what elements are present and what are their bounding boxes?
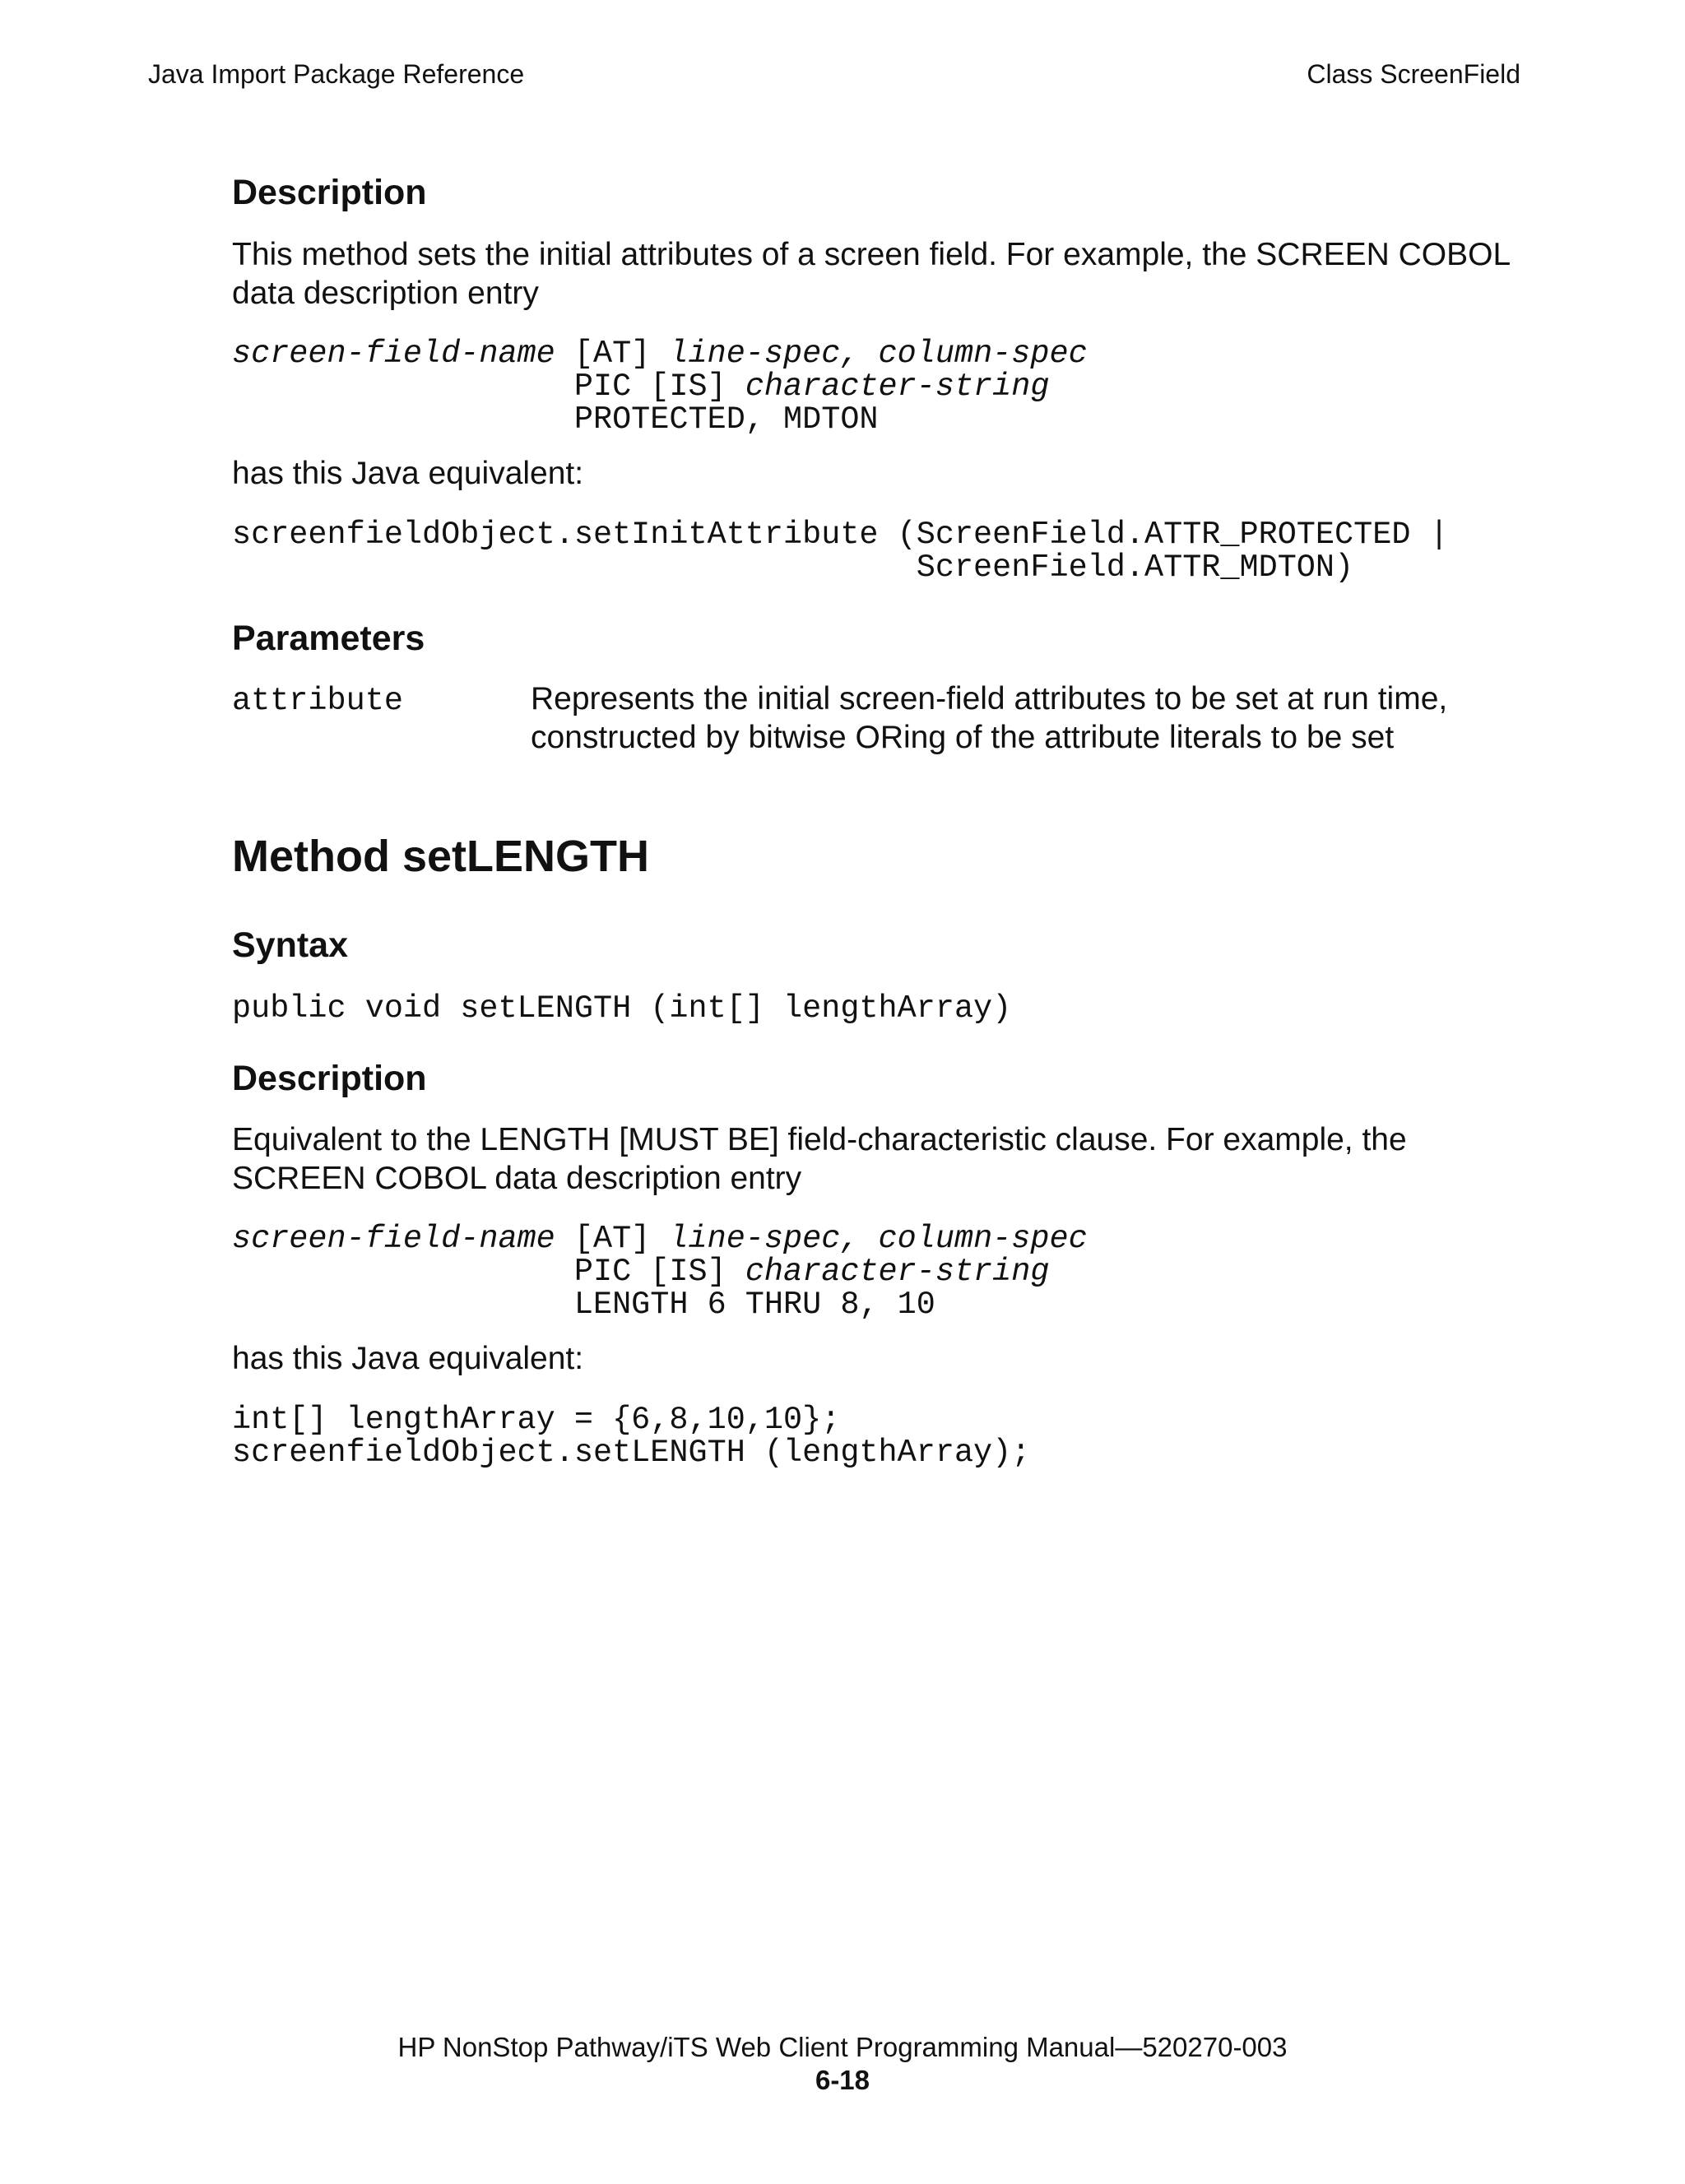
footer-manual-title: HP NonStop Pathway/iTS Web Client Programming Manual—520270-003 xyxy=(397,2032,1288,2062)
parameter-name: attribute xyxy=(232,683,403,719)
description-heading: Description xyxy=(232,173,427,212)
cobol-entry-code xyxy=(232,337,1088,436)
code-line-spec: line-spec xyxy=(669,336,841,372)
code-column-spec: column-spec xyxy=(878,336,1088,372)
java-code-line-4: screenfieldObject.setLENGTH (lengthArray); xyxy=(232,1435,1031,1471)
code-pic: PIC [IS] xyxy=(232,369,745,405)
description-heading-2: Description xyxy=(232,1059,427,1098)
method-title: Method setLENGTH xyxy=(232,832,649,881)
code-separator: , xyxy=(840,336,879,372)
java-equivalent-text: has this Java equivalent: xyxy=(232,456,584,491)
syntax-code: public void setLENGTH (int[] lengthArray) xyxy=(232,990,1012,1027)
java-equivalent-text-2: has this Java equivalent: xyxy=(232,1341,584,1376)
code-field-name: screen-field-name xyxy=(232,336,555,372)
code-character-string-2: character-string xyxy=(745,1254,1050,1290)
running-header-right: Class ScreenField xyxy=(1307,59,1520,89)
code-character-string: character-string xyxy=(745,369,1050,405)
parameter-description: Represents the initial screen-field attributes to be set at run time, constructed by bitwise ORing of the attribute literals to be set xyxy=(531,681,1448,755)
java-code-line-1: screenfieldObject.setInitAttribute (ScreenField.ATTR_PROTECTED | xyxy=(232,517,1449,553)
code-column-spec-2: column-spec xyxy=(878,1221,1088,1257)
code-pic-2: PIC [IS] xyxy=(232,1254,745,1290)
footer-page-number: 6-18 xyxy=(815,2065,870,2095)
code-at-2: [AT] xyxy=(555,1221,670,1257)
java-code-line-2: ScreenField.ATTR_MDTON) xyxy=(232,549,1354,586)
syntax-heading: Syntax xyxy=(232,925,349,965)
code-line-spec-2: line-spec xyxy=(669,1221,841,1257)
code-length-line: LENGTH 6 THRU 8, 10 xyxy=(232,1287,935,1323)
code-field-name-2: screen-field-name xyxy=(232,1221,555,1257)
code-separator-2: , xyxy=(840,1221,879,1257)
running-header-left: Java Import Package Reference xyxy=(148,59,525,89)
code-at: [AT] xyxy=(555,336,670,372)
description-text: This method sets the initial attributes of a screen field. For example, the SCREEN COBOL data description entry xyxy=(232,237,1510,311)
parameters-heading: Parameters xyxy=(232,619,425,658)
code-protected-line: PROTECTED, MDTON xyxy=(232,401,879,438)
java-code-line-3: int[] lengthArray = {6,8,10,10}; xyxy=(232,1402,841,1438)
java-code-block xyxy=(232,518,1449,584)
description-text-2: Equivalent to the LENGTH [MUST BE] field-characteristic clause. For example, the SCREEN COBOL data description entry xyxy=(232,1122,1407,1196)
cobol-entry-code-2 xyxy=(232,1222,1088,1321)
java-code-block-2 xyxy=(232,1403,1030,1469)
